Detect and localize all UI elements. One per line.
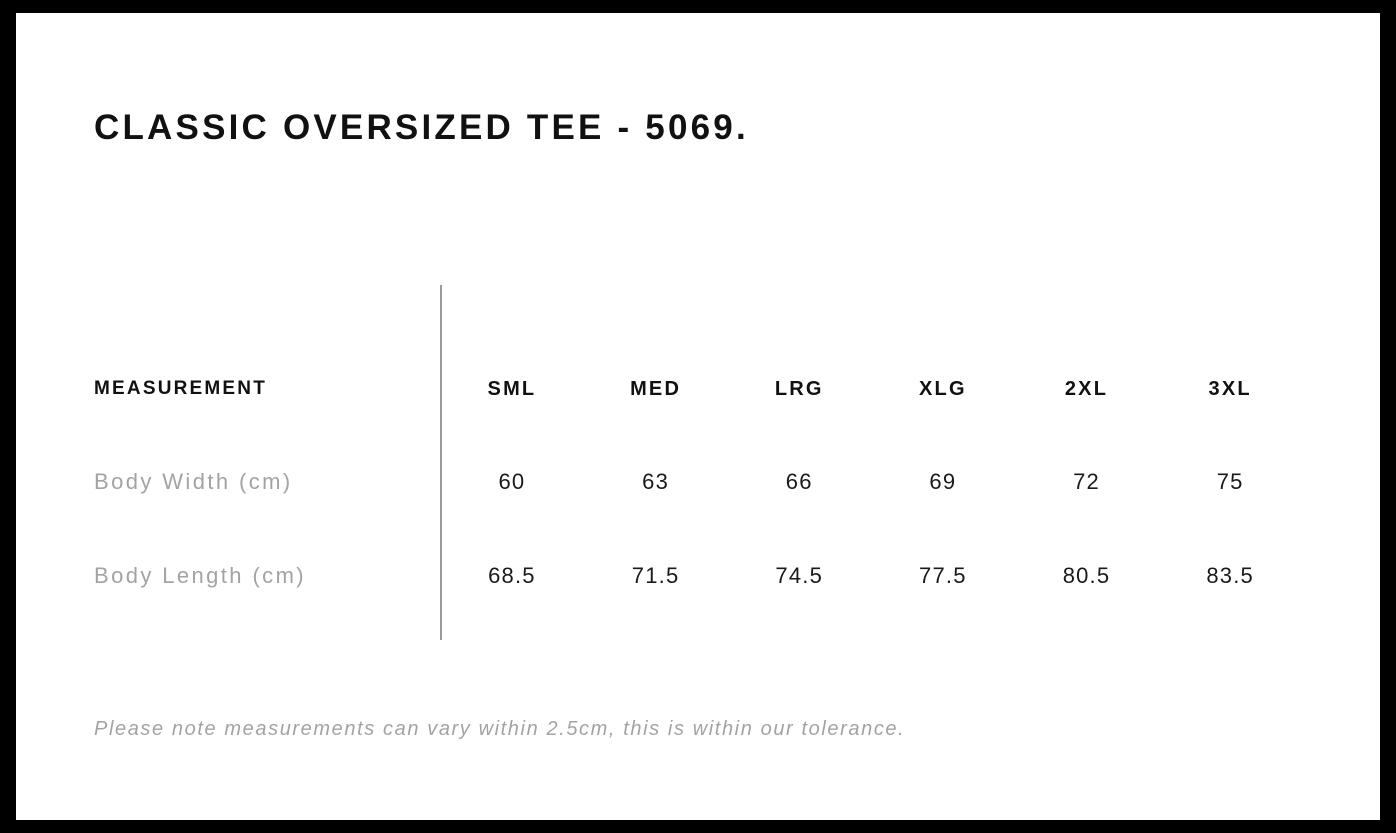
size-column-header-lrg: LRG — [774, 377, 824, 400]
page-title: CLASSIC OVERSIZED TEE - 5069. — [94, 108, 749, 147]
cell-body-width-sml: 60 — [498, 469, 526, 494]
row-label-body-length: Body Length (cm) — [94, 563, 307, 588]
size-chart-table — [94, 343, 1302, 623]
size-chart-page — [16, 13, 1380, 820]
row-label-body-width: Body Width (cm) — [94, 469, 293, 494]
cell-body-width-3xl: 75 — [1216, 469, 1244, 494]
cell-body-length-xlg: 77.5 — [919, 563, 967, 588]
cell-body-width-2xl: 72 — [1073, 469, 1100, 494]
size-column-header-3xl: 3XL — [1208, 377, 1252, 400]
cell-body-length-sml: 68.5 — [488, 563, 536, 588]
cell-body-width-med: 63 — [642, 469, 670, 494]
tolerance-note: Please note measurements can vary within 2.5cm, this is within our tolerance. — [94, 718, 906, 740]
cell-body-length-2xl: 80.5 — [1062, 563, 1111, 588]
cell-body-length-3xl: 83.5 — [1206, 563, 1254, 588]
measurement-column-header: MEASUREMENT — [94, 378, 268, 399]
cell-body-width-lrg: 66 — [785, 469, 813, 494]
cell-body-length-lrg: 74.5 — [775, 563, 824, 588]
size-column-header-2xl: 2XL — [1064, 377, 1109, 400]
size-column-header-xlg: XLG — [919, 377, 967, 400]
size-column-header-sml: SML — [487, 377, 537, 400]
cell-body-length-med: 71.5 — [631, 563, 680, 588]
table-header-row — [94, 343, 1302, 435]
cell-body-width-xlg: 69 — [929, 469, 957, 494]
size-column-header-med: MED — [630, 377, 682, 400]
table-row — [94, 435, 1302, 529]
table-row — [94, 529, 1302, 623]
